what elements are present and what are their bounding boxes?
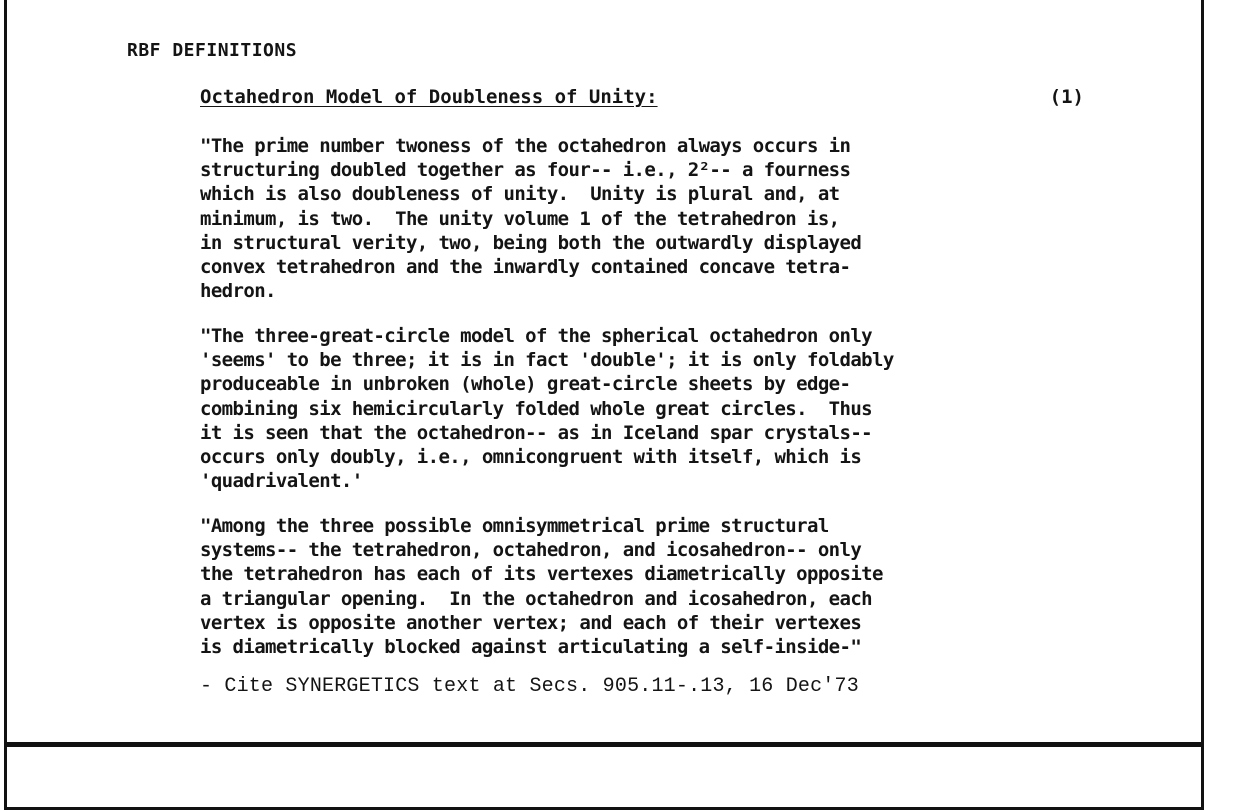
citation: - Cite SYNERGETICS text at Secs. 905.11-.13, 16 Dec'73	[200, 675, 859, 698]
next-card-edge	[4, 744, 1204, 810]
document-header: RBF DEFINITIONS	[127, 40, 298, 61]
entry-number: (1)	[1049, 86, 1084, 108]
entry-title: Octahedron Model of Doubleness of Unity:	[200, 86, 658, 108]
quote-paragraph-1: "The prime number twoness of the octahedron always occurs in structuring doubled together as four-- i.e., 2²-- a fourness which is also doubleness of unity. Unity is plural and, at minimum, is two. The unity volume 1 of the tetrahedron is, in structural verity, two, being both the outwardly displayed convex tetrahedron and the inwardly contained concave tetra- hedron.	[200, 135, 862, 303]
quote-paragraph-3: "Among the three possible omnisymmetrical prime structural systems-- the tetrahedron, octahedron, and icosahedron-- only the tetrahedron has each of its vertexes diametrically opposite a triangular opening. In the octahedron and icosahedron, each vertex is opposite another vertex; and each of their vertexes is diametrically blocked against articulating a self-inside-"	[200, 515, 883, 659]
entry-title-row	[200, 86, 1084, 108]
quote-paragraph-2: "The three-great-circle model of the spherical octahedron only 'seems' to be three; it is in fact 'double'; it is only foldably produceable in unbroken (whole) great-circle sheets by edge- combining six hemicircularly folded whole great circles. Thus it is seen that the octahedron-- as in Iceland spar crystals-- occurs only doubly, i.e., omnicongruent with itself, which is 'quadrivalent.'	[200, 325, 894, 493]
